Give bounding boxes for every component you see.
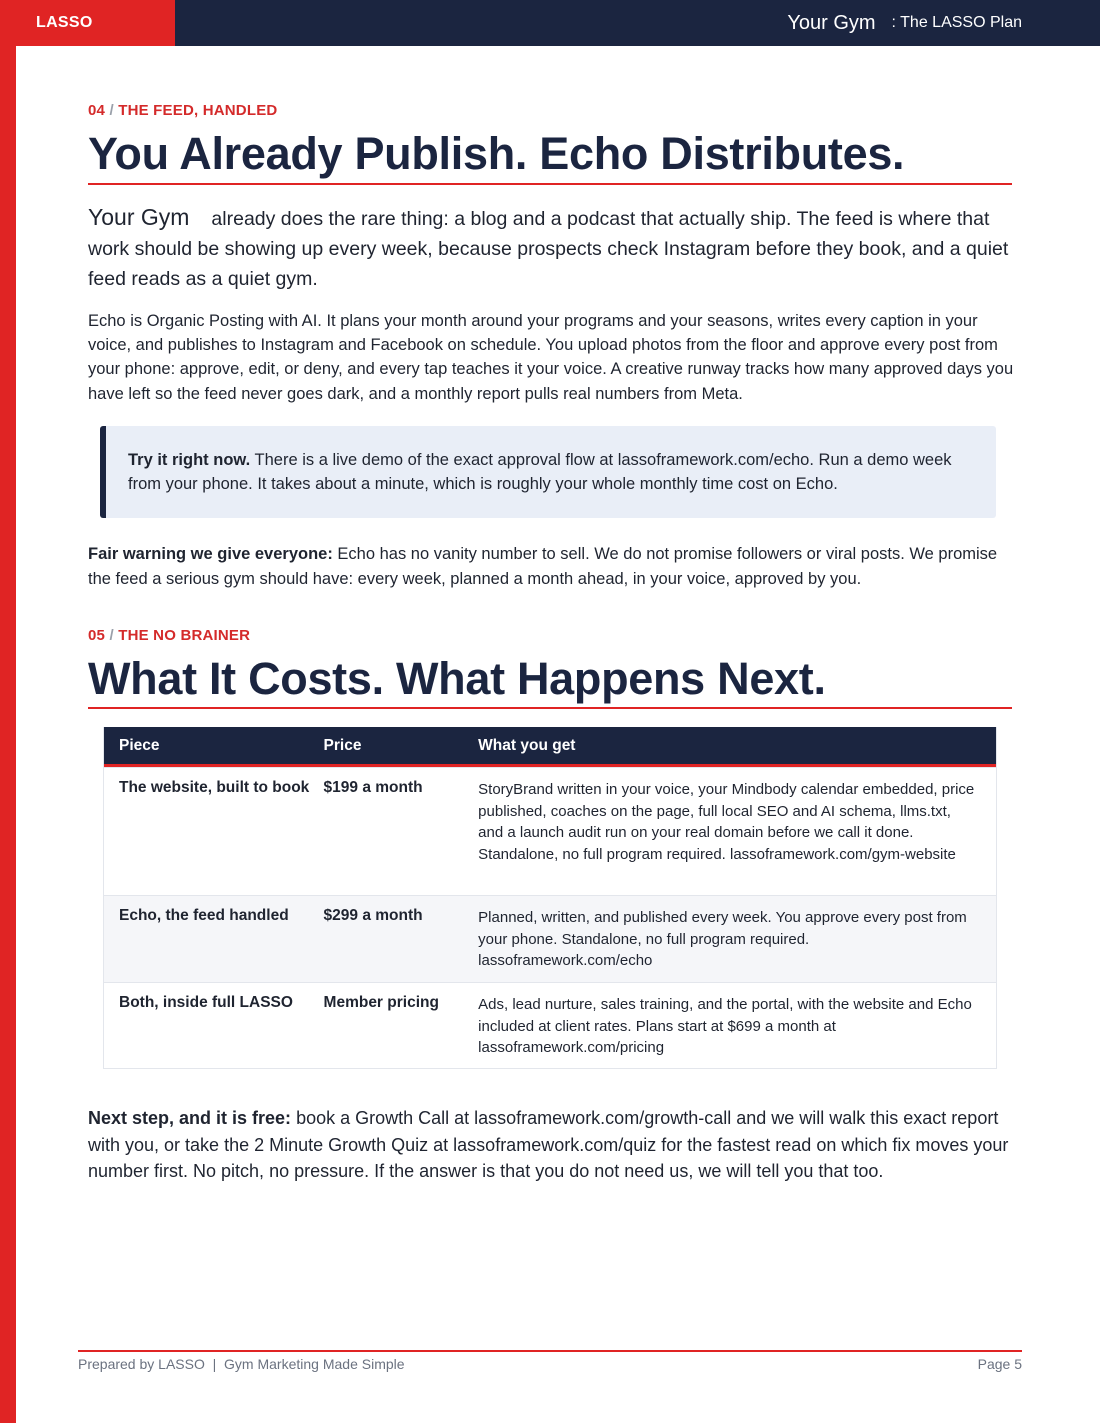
section-4-body: Echo is Organic Posting with AI. It plans your month around your programs and your seasons, writes every caption in your voice, and publishes to Instagram and Facebook on schedule. You upload photos from the floor and approve every post from your phone: approve, edit, or deny, and every tap teaches it your voice. A creative runway tracks how many approved days you have left so the feed never goes dark, and a monthly report pulls real numbers from Meta.	[88, 312, 1014, 403]
table-row	[104, 982, 996, 1068]
lead-text: already does the rare thing: a blog and a podcast that actually ship. The feed is where that work should be showing up every week, because prospects check Instagram before they book, and a quiet feed reads as a quiet gym.	[88, 208, 1009, 290]
section-4-lead	[88, 202, 1012, 294]
fair-warning	[88, 542, 1012, 591]
header-what-you-get: What you get	[478, 736, 576, 754]
demo-callout	[100, 426, 996, 518]
next-step	[88, 1105, 1012, 1185]
header-right	[787, 0, 1022, 46]
section-5-separator: /	[105, 627, 119, 644]
row-piece: The website, built to book	[119, 779, 310, 796]
row-details: StoryBrand written in your voice, your Mindbody calendar embedded, price published, coaches on the page, full local SEO and AI schema, llms.txt, and a launch audit run on your real domain before we call it done. Standalone, no full program required. lassoframework.com/gym-website	[478, 781, 975, 863]
footer-page-number: Page 5	[977, 1356, 1022, 1372]
header-plan-title: : The LASSO Plan	[891, 14, 1022, 31]
section-5-number: 05	[88, 627, 106, 644]
table-row	[104, 895, 996, 982]
brand-logo: LASSO	[0, 0, 175, 46]
footer-prepared-by: Prepared by LASSO | Gym Marketing Made Simple	[78, 1356, 405, 1372]
table-row	[104, 767, 996, 895]
section-4-number: 04	[88, 102, 106, 119]
footer-rule	[78, 1350, 1022, 1352]
row-price: $199 a month	[323, 779, 423, 796]
next-strong: Next step, and it is free:	[88, 1108, 292, 1128]
row-piece: Echo, the feed handled	[119, 907, 289, 924]
pricing-table	[103, 727, 997, 1069]
row-price: Member pricing	[323, 994, 439, 1011]
header-price: Price	[323, 736, 362, 754]
row-piece: Both, inside full LASSO	[119, 994, 293, 1011]
section-4-separator: /	[105, 102, 119, 119]
section-4-label: THE FEED, HANDLED	[118, 102, 278, 119]
callout-strong: Try it right now.	[128, 451, 251, 469]
section-4-eyebrow	[88, 102, 277, 119]
top-header-bar	[0, 0, 1100, 46]
row-details: Ads, lead nurture, sales training, and the portal, with the website and Echo included at client rates. Plans start at $699 a month at lassoframework.com/pricing	[478, 996, 972, 1056]
section-4-rule	[88, 183, 1012, 185]
next-text: book a Growth Call at lassoframework.com/growth-call and we will walk this exact report with you, or take the 2 Minute Growth Quiz at lassoframework.com/quiz for the fastest read on which fix moves your number first. No pitch, no pressure. If the answer is that you do not need us, we will tell you that too.	[88, 1108, 1009, 1181]
warning-text: Echo has no vanity number to sell. We do not promise followers or viral posts. We promise the feed a serious gym should have: every week, planned a month ahead, in your voice, approved by you.	[88, 545, 998, 588]
lead-gym-name: Your Gym	[88, 204, 190, 230]
section-5-title: What It Costs. What Happens Next.	[88, 653, 826, 704]
callout-text: There is a live demo of the exact approval flow at lassoframework.com/echo. Run a demo week from your phone. It takes about a minute, which is roughly your whole monthly time cost on Echo.	[128, 451, 952, 493]
section-5-eyebrow	[88, 627, 250, 644]
section-5-rule	[88, 707, 1012, 709]
header-piece: Piece	[119, 736, 160, 754]
warning-strong: Fair warning we give everyone:	[88, 545, 333, 563]
row-details: Planned, written, and published every week. You approve every post from your phone. Standalone, no full program required. lassoframework.com/echo	[478, 909, 967, 969]
section-5-label: THE NO BRAINER	[118, 627, 251, 644]
section-4-title: You Already Publish. Echo Distributes.	[88, 128, 905, 179]
header-gym-name: Your Gym	[787, 11, 876, 34]
table-header	[104, 727, 996, 767]
row-price: $299 a month	[323, 907, 423, 924]
left-accent-bar	[0, 0, 16, 1423]
